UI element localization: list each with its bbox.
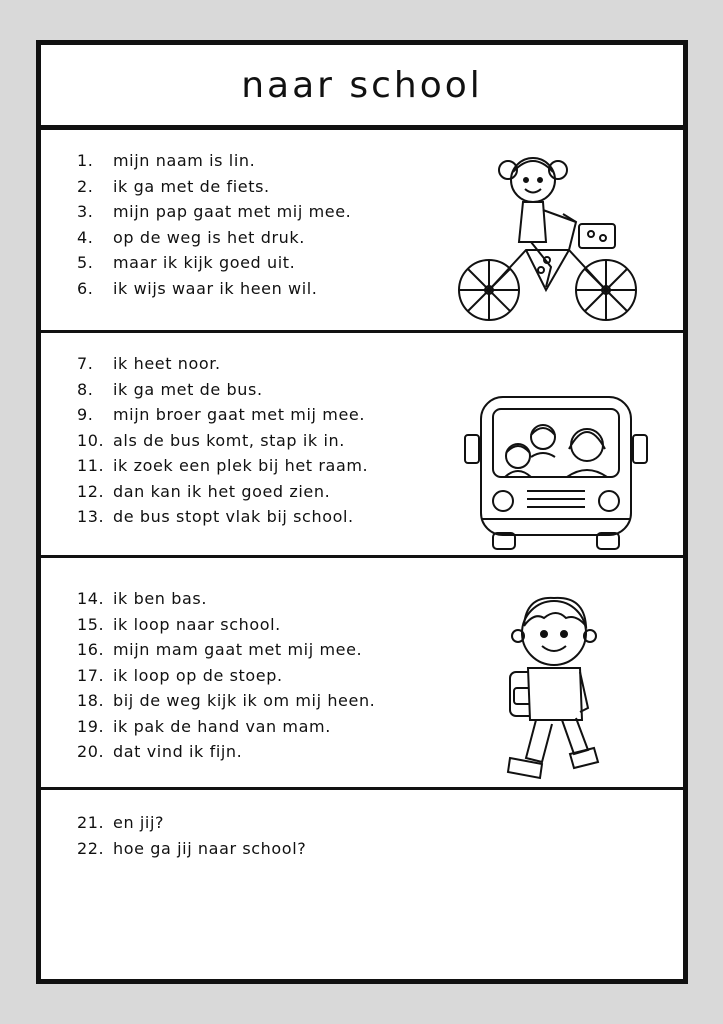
line-number: 8.	[77, 379, 94, 399]
section-bicycle	[41, 130, 683, 333]
sentence-line	[77, 586, 375, 612]
sentence-line	[77, 351, 368, 377]
line-number: 19.	[77, 716, 105, 736]
line-number: 14.	[77, 589, 105, 608]
line-text: bij de weg kijk ik om mij heen.	[113, 691, 376, 710]
sentence-line	[77, 810, 306, 836]
sentence-line	[77, 504, 368, 530]
line-text: ik zoek een plek bij het raam.	[113, 456, 369, 475]
page-title: naar school	[241, 64, 483, 106]
title-bar	[41, 45, 683, 130]
line-text: maar ik kijk goed uit.	[113, 253, 296, 272]
sentence-line	[77, 836, 306, 862]
line-number: 18.	[77, 691, 105, 710]
line-text: ik heet noor.	[113, 354, 221, 373]
sentence-list	[77, 810, 306, 861]
line-number: 10.	[77, 430, 105, 450]
line-number: 1.	[77, 151, 94, 170]
line-number: 13.	[77, 507, 105, 526]
line-number: 15.	[77, 614, 105, 634]
line-number: 5.	[77, 253, 94, 272]
sentence-list	[77, 351, 368, 530]
line-text: hoe ga jij naar school?	[113, 838, 307, 858]
line-text: mijn broer gaat met mij mee.	[113, 405, 366, 424]
line-number: 4.	[77, 227, 94, 247]
sentence-list	[77, 148, 351, 301]
children-in-bus-illustration	[463, 393, 648, 553]
sentence-line	[77, 250, 351, 276]
sentence-line	[77, 637, 375, 663]
line-text: dat vind ik fijn.	[113, 742, 243, 761]
line-text: ik loop op de stoep.	[113, 665, 283, 685]
line-text: mijn pap gaat met mij mee.	[113, 202, 352, 221]
section-walking	[41, 558, 683, 790]
line-text: ik ga met de fiets.	[113, 176, 270, 196]
worksheet	[36, 40, 688, 984]
boy-walking-illustration	[496, 588, 606, 788]
line-text: ik ga met de bus.	[113, 379, 263, 399]
sentence-line	[77, 479, 368, 505]
sentence-line	[77, 739, 375, 765]
sentence-line	[77, 225, 351, 251]
section-question	[41, 790, 683, 984]
line-text: ik pak de hand van mam.	[113, 716, 331, 736]
sentence-line	[77, 428, 368, 454]
line-text: mijn naam is lin.	[113, 151, 256, 170]
line-number: 12.	[77, 481, 105, 501]
line-text: mijn mam gaat met mij mee.	[113, 640, 363, 659]
sentence-line	[77, 612, 375, 638]
line-number: 9.	[77, 405, 94, 424]
line-number: 22.	[77, 838, 105, 858]
sentence-list	[77, 586, 375, 765]
line-number: 11.	[77, 456, 105, 475]
sentence-line	[77, 148, 351, 174]
line-text: ik wijs waar ik heen wil.	[113, 278, 318, 298]
sentence-line	[77, 276, 351, 302]
line-text: op de weg is het druk.	[113, 227, 305, 247]
sentence-line	[77, 453, 368, 479]
line-number: 2.	[77, 176, 94, 196]
sentence-line	[77, 402, 368, 428]
line-text: de bus stopt vlak bij school.	[113, 507, 354, 526]
sentence-line	[77, 199, 351, 225]
line-text: ik loop naar school.	[113, 614, 281, 634]
line-number: 6.	[77, 278, 94, 298]
line-number: 21.	[77, 813, 105, 832]
line-text: dan kan ik het goed zien.	[113, 481, 331, 501]
line-number: 16.	[77, 640, 105, 659]
line-number: 7.	[77, 354, 94, 373]
section-bus	[41, 333, 683, 558]
sentence-line	[77, 688, 375, 714]
line-text: en jij?	[113, 813, 165, 832]
line-text: als de bus komt, stap ik in.	[113, 430, 345, 450]
sentence-line	[77, 174, 351, 200]
sentence-line	[77, 377, 368, 403]
sentence-line	[77, 714, 375, 740]
girl-on-bicycle-illustration	[451, 142, 641, 327]
line-number: 17.	[77, 665, 105, 685]
sentence-line	[77, 663, 375, 689]
line-number: 20.	[77, 742, 105, 761]
line-number: 3.	[77, 202, 94, 221]
line-text: ik ben bas.	[113, 589, 208, 608]
